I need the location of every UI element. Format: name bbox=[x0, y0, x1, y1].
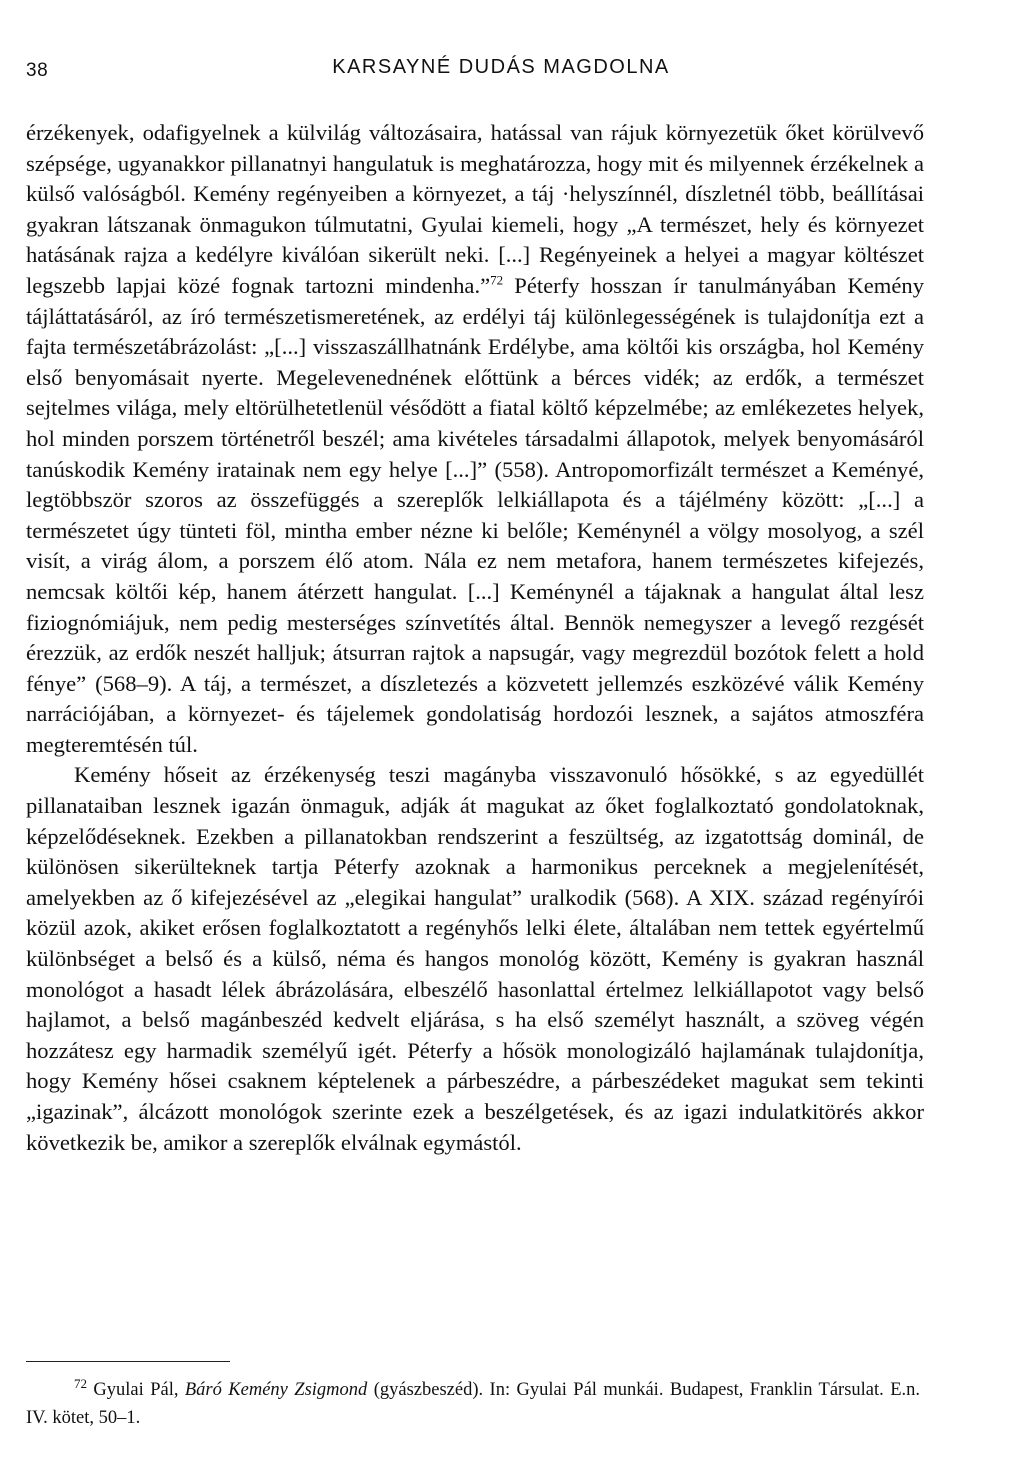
paragraph-2: Kemény hőseit az érzékenység teszi magányba visszavonuló hősökké, s az egyedüllét pillanataiban lesznek igazán önmaguk, adják át magukat az őket foglalkoztató gondolatoknak, képzelődéseknek. Ezekben a pillanatokban rendszerint a feszültség, az izgatottság dominál, de különösen sikerülteknek tartja Péterfy azoknak a harmonikus perceknek a megjelenítését, amelyekben az ő kifejezésével az „elegikai hangulat” uralkodik (568). A XIX. század regényírói közül azok, akiket erősen foglalkoztatott a regényhős lelki élete, általában nem tettek egyértelmű különbséget a belső és a külső, néma és hangos monológ között, Kemény is gyakran használ monológot a hasadt lélek ábrázolására, elbeszélő hasonlattal értelmez lelkiállapotot vagy belső hajlamot, a belső magánbeszéd kedvelt eljárása, s ha első személyt használt, a szöveg végén hozzátesz egy harmadik személyű igét. Péterfy a hősök monologizáló hajlamának tulajdonítja, hogy Kemény hősei csaknem képtelenek a párbeszédre, a párbeszédeket magukat sem tekinti „igazinak”, álcázott monológok szerinte ezek a beszélgetések, és az igazi indulatkitörés akkor következik be, amikor a szereplők elválnak egymástól. bbox=[26, 762, 924, 1155]
footnote-reference: 72 bbox=[490, 272, 504, 288]
page-number: 38 bbox=[26, 60, 49, 81]
footnote-citation: (gyászbeszéd). In: Gyulai Pál munkái. Budapest, Franklin Társulat. E.n. IV. kötet, 50–1. bbox=[26, 1380, 920, 1428]
running-head: KARSAYNÉ DUDÁS MAGDOLNA bbox=[332, 56, 670, 78]
footnote-title: Báró Kemény Zsigmond bbox=[184, 1380, 368, 1400]
paragraph-1-text-end: Péterfy hosszan ír tanulmányában Kemény tájláttatásáról, az író természetismeretének, az erdélyi táj különlegességének is tulajdonítja ezt a fajta természetábrázolást: „[...] visszaszállhatnánk Erdélybe, ama költői kis országba, hol Kemény első benyomásait nyerte. Megelevenednének előttünk a bérces vidék; az erdők, a természet sejtelmes világa, mely eltörülhetetlenül vésődött a fiatal költő képzelmébe; az emlékezetes helyek, hol minden porszem történetről beszél; ama kivételes társadalmi állapotok, melyek benyomásáról tanúskodik Kemény iratainak nem egy helye [...]” (558). Antropomorfizált természet a Keményé, legtöbbször szoros az összefüggés a szereplők lelkiállapota és a tájélmény között: „[...] a természetet úgy tünteti föl, mintha ember nézne ki belőle; Keménynél a völgy mosolyog, a szél visít, a virág álom, a porszem élő atom. Nála ez nem metafora, hanem természetes kifejezés, nemcsak költői kép, hanem átérzett hangulat. [...] Keménynél a tájaknak a hangulat által lesz fiziognómiájuk, nem pedig mesterséges színvetítés által. Bennök nemegyszer a levegő rezgését érezzük, az erdők neszét halljuk; átsurran rajtok a napsugár, vagy megrezdül bozótok felett a hold fénye” (568–9). A táj, a természet, a díszletezés a közvetett jellemzés eszközévé válik Kemény narrációjában, a környezet- és tájelemek gondolatiság hordozói lesznek, a sajátos atmoszféra megteremtésén túl. bbox=[26, 272, 924, 757]
paragraph-1 bbox=[26, 118, 924, 760]
footnote-divider bbox=[26, 1361, 230, 1362]
footnote-72 bbox=[26, 1376, 920, 1432]
page-header bbox=[26, 52, 936, 92]
body-text bbox=[26, 118, 924, 1158]
footnote-author: Gyulai Pál, bbox=[87, 1380, 185, 1400]
footnote-number: 72 bbox=[74, 1375, 87, 1391]
paragraph-1-text-start: érzékenyek, odafigyelnek a külvilág változásaira, hatással van rájuk környezetük őket körülvevő szépsége, ugyanakkor pillanatnyi hangulatuk is meghatározza, hogy mit és milyennek érzékelnek a külső valóságból. Kemény regényeiben a környezet, a táj ·helyszínnél, díszletnél több, beállításai gyakran látszanak önmagukon túlmutatni, Gyulai kiemeli, hogy „A természet, hely és környezet hatásának rajza a kedélyre kiválóan sikerült neki. [...] Regényeinek a helyei a magyar költészet legszebb lapjai közé fognak tartozni mindenha.” bbox=[26, 120, 924, 298]
